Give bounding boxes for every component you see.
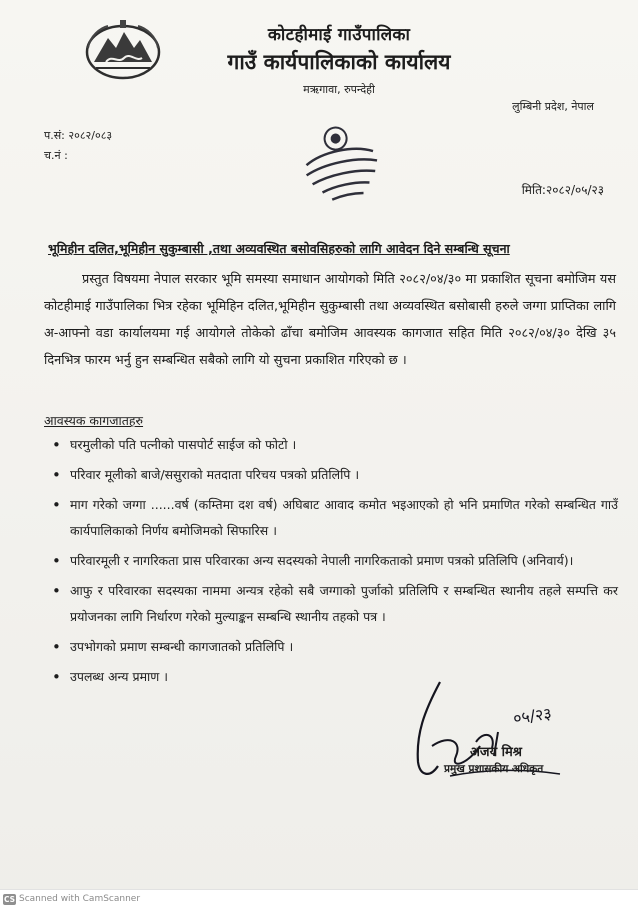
bullet-icon: • bbox=[52, 668, 61, 686]
bullet-icon: • bbox=[52, 436, 61, 454]
office-stamp bbox=[295, 118, 387, 210]
list-item bbox=[44, 462, 618, 488]
documents-list bbox=[44, 432, 618, 694]
bullet-icon: • bbox=[52, 466, 61, 484]
bullet-icon: • bbox=[52, 496, 61, 514]
camscanner-logo-icon: CS bbox=[3, 895, 16, 904]
document-item-text: परिवार मूलीको बाजे/ससुराको मतदाता परिचय पत्रको प्रतिलिपि । bbox=[70, 467, 360, 482]
notice-title: भूमिहीन दलित,भूमिहीन सुकुम्बासी ,तथा अव्यवस्थित बसोवसिहरुको लागि आवेदन दिने सम्बन्धि सूचना bbox=[48, 241, 510, 256]
province-line: लुम्बिनी प्रदेश, नेपाल bbox=[512, 100, 594, 113]
document-item-text: घरमुलीको पति पत्नीको पासपोर्ट साईज को फोटो । bbox=[70, 437, 297, 452]
scanner-watermark-text: Scanned with CamScanner bbox=[19, 894, 141, 904]
dispatch-number: च.नं : bbox=[44, 149, 68, 162]
signature-date: ०५/२३ bbox=[511, 703, 553, 728]
notice-date: मिति:२०८२/०५/२३ bbox=[521, 183, 604, 197]
list-item bbox=[44, 578, 618, 630]
document-item-text: उपलब्ध अन्य प्रमाण । bbox=[70, 669, 169, 684]
document-item-text: आफु र परिवारका सदस्यका नाममा अन्यत्र रहेको सबै जग्गाको पुर्जाको प्रतिलिपि र सम्बन्धित स्थानीय तहले सम्पत्ति कर प्रयोजनका लागि निर्धारण गरेको मुल्याङ्कन सम्बन्धि स्थानीय तहको पत्र । bbox=[70, 583, 618, 624]
bullet-icon: • bbox=[52, 638, 61, 656]
municipality-name: कोटहीमाई गाउँपालिका bbox=[267, 25, 411, 45]
bullet-icon: • bbox=[52, 552, 61, 570]
bullet-icon: • bbox=[52, 582, 61, 600]
signatory-title: प्रमुख प्रशासकीय अधिकृत bbox=[444, 763, 544, 775]
office-name: गाउँ कार्यपालिकाको कार्यालय bbox=[227, 50, 451, 74]
documents-heading: आवस्यक कागजातहरु bbox=[44, 413, 144, 428]
signatory-name: अजय मिश्र bbox=[470, 745, 522, 760]
list-item bbox=[44, 432, 618, 458]
list-item bbox=[44, 634, 618, 660]
document-item-text: परिवारमूली र नागरिकता प्रास परिवारका अन्य सदस्यको नेपाली नागरिकताको प्रमाण पत्रको प्रतिलिपि (अनिवार्य)। bbox=[70, 553, 574, 568]
notice-paragraph: प्रस्तुत विषयमा नेपाल सरकार भूमि समस्या समाधान आयोगको मिति २०८२/०४/३० मा प्रकाशित सूचना बमोजिम यस कोटहीमाई गाउँपालिका भित्र रहेका भूमिहिन दलित,भूमिहीन सुकुम्बासी तथा अव्यवस्थित बसोबासी हरुले जग्गा प्राप्तिका लागि अ-आफ्नो वडा कार्यालयमा गई आयोगले तोकेको ढाँचा बमोजिम आवस्यक कागजात सहित मिति २०८२/०४/३० देखि ३५ दिनभित्र फारम भर्नु हुन सम्बन्धित सबैको लागि यो सुचना प्रकाशित गरिएको छ । bbox=[44, 272, 616, 368]
document-item-text: माग गरेको जग्गा ......वर्ष (कम्तिमा दश वर्ष) अघिबाट आवाद कमोत भइआएको हो भनि प्रमाणित गरेको सम्बन्धित गाउँ कार्यपालिकाको निर्णय बमोजिमको सिफारिस । bbox=[70, 497, 618, 538]
scanner-footer bbox=[0, 889, 638, 910]
reference-number: प.सं: २०८२/०८३ bbox=[44, 129, 113, 142]
document-item-text: उपभोगको प्रमाण सम्बन्धी कागजातको प्रतिलिपि । bbox=[70, 639, 294, 654]
office-address: मऋगावा, रुपन्देही bbox=[303, 83, 375, 96]
list-item bbox=[44, 548, 618, 574]
list-item bbox=[44, 492, 618, 544]
